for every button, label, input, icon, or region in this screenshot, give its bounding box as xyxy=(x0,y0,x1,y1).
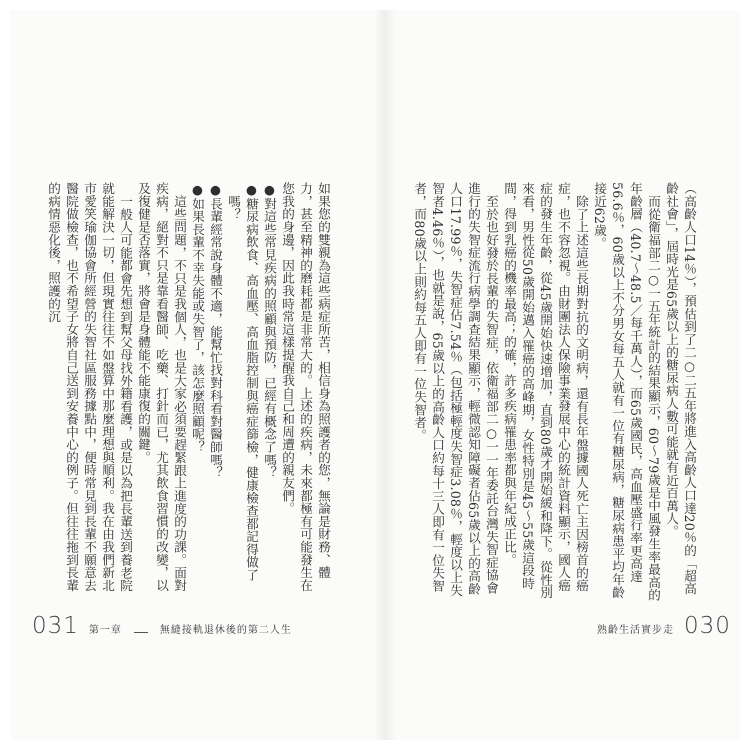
running-title: 無縫接軌退休後的第二人生 xyxy=(159,625,292,636)
left-folio xyxy=(32,613,292,639)
right-paragraph: 而從衛福部二○一五年統計的結果顯示，60～79歲是中風發生率最高的年齡層（40.7～48.5／每千萬人），而65歲國民，高血壓盛行率更高達56.6％，60歲以上不分男女每五人就有一位有糖尿病，糖尿病患平均年齡接近62歲。 xyxy=(592,182,661,602)
bullet-item: ●長輩經常說身體不適，能幫忙找對科看對醫師嗎？ xyxy=(208,182,223,479)
page-number: 030 xyxy=(684,613,731,639)
left-paragraph: 如果您的雙親為這些病症所苦，相信身為照護者的您，無論是財務、體力，甚至精神的磨耗都是非常大的。上述的疾病，未來都極有可能發生在您我的身邊，因此我時常這樣提醒我自己和周遭的親友們。 xyxy=(280,182,331,592)
chapter-label: 第一章 xyxy=(88,625,122,636)
left-paragraph: 這些問題，不只是我個人，也是大家必須要趕緊跟上進度的功課。面對疾病，絕對不只是靠看醫師、吃藥、打針而已，尤其飲食習慣的改變，以及復健是否落實，將會是身體能不能康復的關鍵。 xyxy=(136,182,187,592)
page-number: 031 xyxy=(32,613,79,639)
bullet-item: ●如果長輩不幸失能或失智了，該怎麼照顧呢？ xyxy=(190,182,205,454)
left-paragraph: 一般人可能都會先想到幫父母找外籍看護，或是以為把長輩送到養老院就能解決一切，但現實往往不如盤算中那麼理想與順利。我在由我們新北市愛笑瑜伽協會所經營的失智社區服務據點中，便時常見到長輩不願意去醫院做檢查，也不希望子女將自己送到安養中心的例子。但往往拖到長輩的病情惡化後，照護的沉 xyxy=(46,182,133,592)
book-gutter xyxy=(374,10,396,740)
bullet-item: ●對這些常見疾病的照顧與預防，已經有概念了嗎？ xyxy=(262,182,277,479)
right-paragraph: 至於也好發於長輩的失智症，依衛福部二○一一年委託台灣失智症協會進行的失智症流行病學調查結果顯示，輕微認知障礙者佔65歲以上的高齡人口17.99％，失智症佔7.54％（包括極輕度失智症3.08％，輕度以上失智者4.46％），也就是說，65歲以上的高齡人口約每十三人即有一位失智者，而80歲以上則約每五人即有一位失智者。 xyxy=(412,182,499,597)
bullet-item: ●糖尿病飲食、高血壓、高血脂控制與癌症篩檢，健康檢查都記得做了嗎？ xyxy=(226,182,259,582)
right-paragraph: （高齡人口14％），預估到了二○二五年將進入高齡人口達20％的「超高齡社會」，屆時光是65歲以上的糖尿病人數可能就有近百萬人。 xyxy=(664,182,697,595)
book-spread xyxy=(10,10,740,740)
right-paragraph: 除了上述這些長期對抗的文明病，還有長年盤據國人死亡主因榜首的癌症，也不容忽視。由財團法人保險事業發展中心的統計資料顯示，國人癌症的發生年齡，從45歲開始快速增加，直到80歲才開始緩和降下。從性別來看，男性從50歲開始邁入罹癌的高峰期，女性特別是45～55歲這段時間，得到乳癌的機率最高；的確，許多疾病罹患率都與年紀成正比。 xyxy=(502,182,589,599)
running-title: 熟齡生活實步走 xyxy=(597,625,674,636)
right-folio xyxy=(597,613,731,639)
left-page-body xyxy=(46,10,332,602)
right-page-body xyxy=(412,10,698,602)
divider xyxy=(134,632,148,633)
